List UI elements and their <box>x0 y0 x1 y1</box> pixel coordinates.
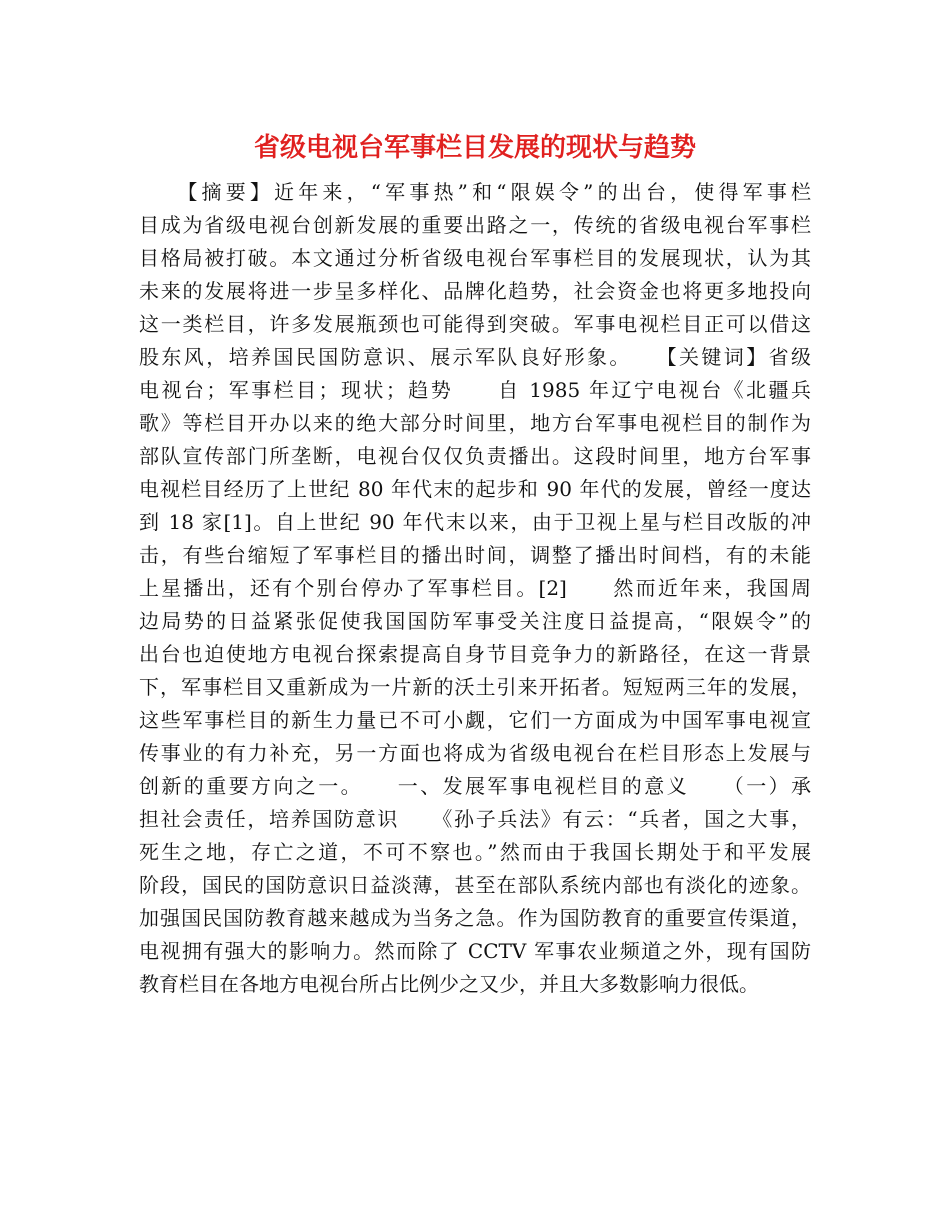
body-line: 电视拥有强大的影响力。然而除了 CCTV 军事农业频道之外，现有国防 <box>139 939 811 963</box>
body-line: 击，有些台缩短了军事栏目的播出时间，调整了播出时间档，有的未能 <box>139 543 811 567</box>
body-line: 加强国民国防教育越来越成为当务之急。作为国防教育的重要宣传渠道， <box>139 906 811 930</box>
body-line: 电视台；军事栏目；现状；趋势 自 1985 年辽宁电视台《北疆兵 <box>139 378 811 402</box>
body-line: 教育栏目在各地方电视台所占比例少之又少，并且大多数影响力很低。 <box>139 972 759 996</box>
body-line: 阶段，国民的国防意识日益淡薄，甚至在部队系统内部也有淡化的迹象。 <box>139 873 811 897</box>
body-line: 未来的发展将进一步呈多样化、品牌化趋势，社会资金也将更多地投向 <box>139 279 811 303</box>
body-line: 目格局被打破。本文通过分析省级电视台军事栏目的发展现状，认为其 <box>139 246 811 270</box>
body-line: 歌》等栏目开办以来的绝大部分时间里，地方台军事电视栏目的制作为 <box>139 411 811 435</box>
body-line: 【摘要】近年来，“军事热”和“限娱令”的出台，使得军事栏 <box>139 180 811 204</box>
body-line: 上星播出，还有个别台停办了军事栏目。[2] 然而近年来，我国周 <box>139 576 811 600</box>
body-line: 担社会责任，培养国防意识 《孙子兵法》有云：“兵者，国之大事， <box>139 807 811 831</box>
body-line: 出台也迫使地方电视台探索提高自身节目竞争力的新路径，在这一背景 <box>139 642 811 666</box>
document-body <box>139 176 811 1001</box>
body-line: 传事业的有力补充，另一方面也将成为省级电视台在栏目形态上发展与 <box>139 741 811 765</box>
body-line: 这些军事栏目的新生力量已不可小觑，它们一方面成为中国军事电视宣 <box>139 708 811 732</box>
body-line: 股东风，培养国民国防意识、展示军队良好形象。 【关键词】省级 <box>139 345 811 369</box>
body-line: 电视栏目经历了上世纪 80 年代末的起步和 90 年代的发展，曾经一度达 <box>139 477 811 501</box>
body-line: 死生之地，存亡之道，不可不察也。”然而由于我国长期处于和平发展 <box>139 840 811 864</box>
body-line: 下，军事栏目又重新成为一片新的沃土引来开拓者。短短两三年的发展， <box>139 675 811 699</box>
document-title: 省级电视台军事栏目发展的现状与趋势 <box>253 133 696 163</box>
body-line: 这一类栏目，许多发展瓶颈也可能得到突破。军事电视栏目正可以借这 <box>139 312 811 336</box>
body-line: 部队宣传部门所垄断，电视台仅仅负责播出。这段时间里，地方台军事 <box>139 444 811 468</box>
body-line: 目成为省级电视台创新发展的重要出路之一，传统的省级电视台军事栏 <box>139 213 811 237</box>
body-line: 边局势的日益紧张促使我国国防军事受关注度日益提高，“限娱令”的 <box>139 609 811 633</box>
body-line: 创新的重要方向之一。 一、发展军事电视栏目的意义 （一）承 <box>139 774 811 798</box>
body-line: 到 18 家[1]。自上世纪 90 年代末以来，由于卫视上星与栏目改版的冲 <box>139 510 811 534</box>
